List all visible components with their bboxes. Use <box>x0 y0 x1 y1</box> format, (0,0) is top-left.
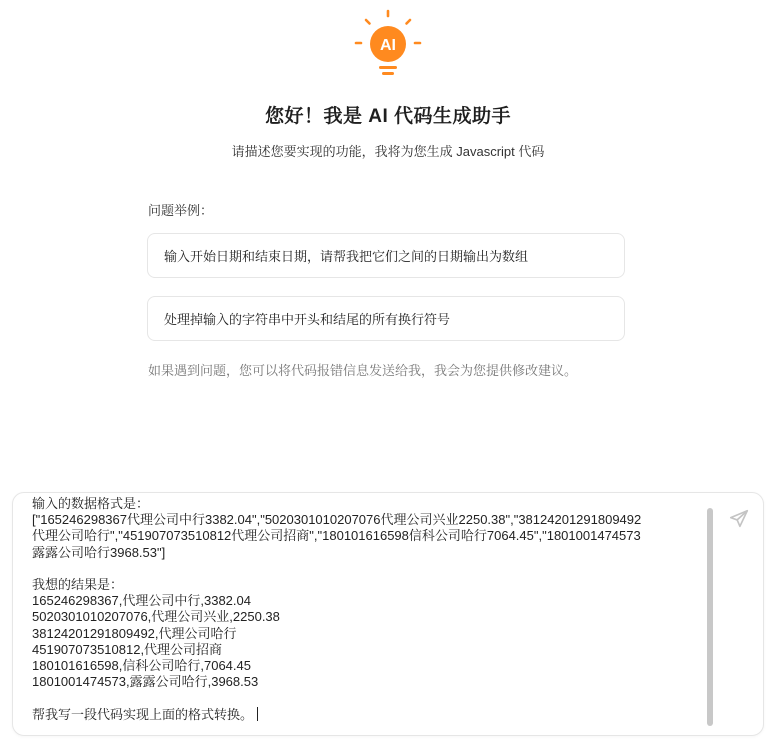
page-title: 您好！我是 AI 代码生成助手 <box>264 106 512 127</box>
ai-lightbulb-logo <box>352 8 424 80</box>
message-composer[interactable] <box>12 492 764 736</box>
examples-label: 问题举例： <box>148 203 214 218</box>
composer-line: 165246298367,代理公司中行,3382.04 <box>32 593 251 609</box>
composer-line: 我想的结果是： <box>32 577 124 593</box>
send-icon[interactable] <box>728 508 750 530</box>
composer-line: ["165246298367代理公司中行3382.04","5020301010207076代理公司兴业2250.38","38124201291809492 <box>32 512 642 528</box>
composer-line: 帮我写一段代码实现上面的格式转换。 <box>32 706 254 722</box>
help-hint: 如果遇到问题，您可以将代码报错信息发送给我，我会为您提供修改建议。 <box>148 363 578 378</box>
message-input[interactable] <box>32 496 710 728</box>
composer-line: 代理公司哈行","451907073510812代理公司招商","180101616598信科公司哈行7064.45","1801001474573 <box>32 528 641 544</box>
composer-line: 输入的数据格式是： <box>32 496 150 511</box>
composer-scrollbar[interactable] <box>707 508 713 726</box>
example-question-trim-newlines[interactable]: 处理掉输入的字符串中开头和结尾的所有换行符号 <box>147 296 625 341</box>
composer-line <box>32 561 710 577</box>
composer-line: 1801001474573,露露公司哈行,3968.53 <box>32 674 259 690</box>
composer-line: 38124201291809492,代理公司哈行 <box>32 625 237 641</box>
composer-line: 5020301010207076,代理公司兴业,2250.38 <box>32 609 280 625</box>
composer-line: 451907073510812,代理公司招商 <box>32 641 223 657</box>
composer-line <box>32 690 710 706</box>
composer-last-line <box>32 707 710 723</box>
composer-line: 露露公司哈行3968.53"] <box>32 544 166 560</box>
example-question-date-range[interactable]: 输入开始日期和结束日期，请帮我把它们之间的日期输出为数组 <box>147 233 625 278</box>
page-subtitle: 请描述您要实现的功能，我将为您生成 Javascript 代码 <box>231 144 545 159</box>
text-caret <box>257 707 258 721</box>
composer-line: 180101616598,信科公司哈行,7064.45 <box>32 658 251 674</box>
logo-text: AI <box>380 37 396 54</box>
